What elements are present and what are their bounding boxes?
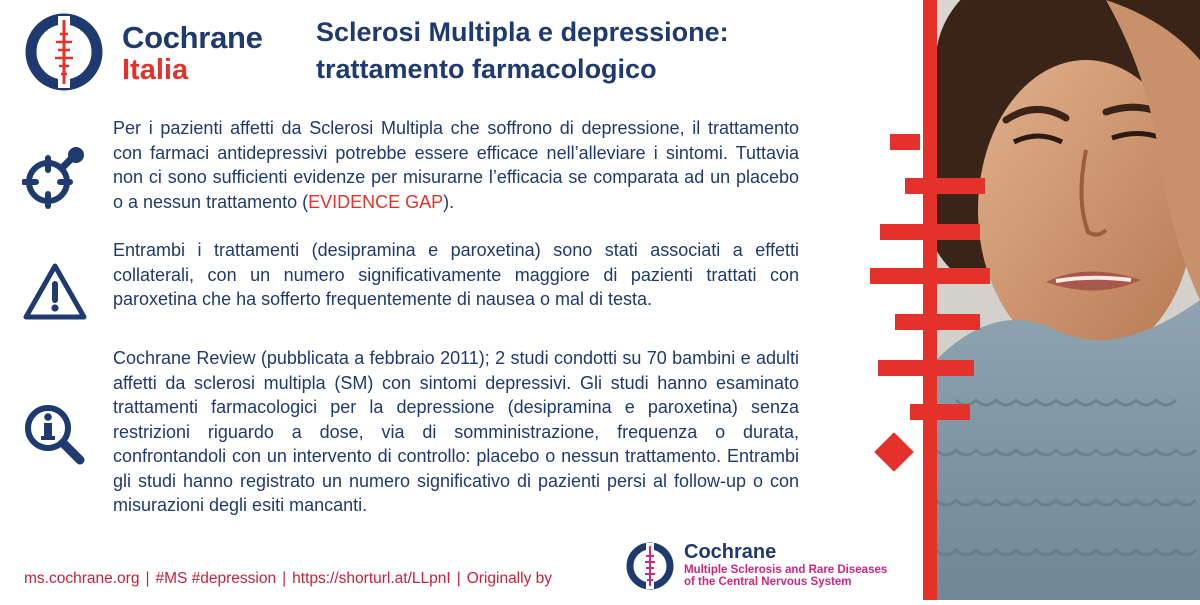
cochrane-ms-group-logo <box>624 540 888 596</box>
group-logo-name: Cochrane <box>684 541 777 563</box>
photo-woman-distressed <box>936 0 1200 600</box>
summary-text-end: ). <box>443 191 455 212</box>
footer-separator: | <box>145 570 150 587</box>
cochrane-logo-mark-icon <box>22 10 106 94</box>
side-effects-paragraph: Entrambi i trattamenti (desipramina e paroxetina) sono stati associati a effetti collaterali, con un numero significativamente maggiore di pazienti trattati con paroxetina che ha sofferto frequentemente di nausea o mal di testa. <box>113 240 799 309</box>
logo-name: Cochrane <box>122 20 263 55</box>
cochrane-group-logo-mark-icon <box>624 540 676 592</box>
target-magnifier-icon <box>22 146 86 215</box>
group-logo-line-1: Multiple Sclerosis and Rare Diseases <box>684 563 888 576</box>
warning-icon <box>22 262 88 327</box>
evidence-gap-label: EVIDENCE GAP <box>308 191 444 212</box>
title-line-1: Sclerosi Multipla e depressione: <box>316 17 729 47</box>
footer-separator: | <box>456 570 461 587</box>
group-logo-line-2: of the Central Nervous System <box>684 576 852 588</box>
footer-site-link[interactable]: ms.cochrane.org <box>24 570 140 587</box>
logo-subtitle: Italia <box>122 54 189 86</box>
page-title <box>316 14 876 88</box>
footer-short-link[interactable]: https://shorturl.at/LLpnI <box>292 570 451 587</box>
title-line-2: trattamento farmacologico <box>316 54 657 84</box>
review-details-paragraph: Cochrane Review (pubblicata a febbraio 2011); 2 studi condotti su 70 bambini e adulti affetti da sclerosi multipla (SM) con sintomi depressivi. Gli studi hanno esaminato trattamenti farmacologici per la depressione (desipramina e paroxetina) senza restrizioni riguardo a dose, via di somministrazione, frequenza o durata, confrontandoli con un intervento di controllo: placebo o nessun trattamento. Entrambi gli studi hanno registrato un numero significativo di pazienti persi al follow-up o con misurazioni degli esiti mancanti. <box>113 348 799 515</box>
footer-separator: | <box>282 570 287 587</box>
info-magnifier-icon <box>22 402 88 473</box>
summary-text: Per i pazienti affetti da Sclerosi Multipla che soffrono di depressione, il trattamento con farmaci antidepressivi potrebbe essere efficace nell’alleviare i sintomi. Tuttavia non ci sono sufficienti evidenze per misurarne l’efficacia se comparata ad un placebo o a nessun trattamento ( <box>113 118 799 212</box>
footer <box>24 570 552 588</box>
footer-hashtags: #MS #depression <box>155 570 277 587</box>
summary-paragraph <box>113 116 799 214</box>
cochrane-italia-logo <box>22 12 322 92</box>
footer-originally-by: Originally by <box>466 570 552 587</box>
